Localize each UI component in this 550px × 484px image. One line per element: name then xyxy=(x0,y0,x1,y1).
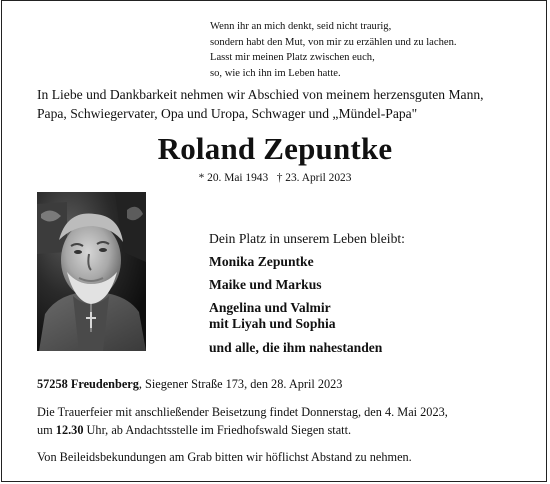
mourner-name: mit Liyah und Sophia xyxy=(209,316,336,331)
portrait-photo xyxy=(37,192,146,351)
funeral-location: Uhr, ab Andachtsstelle im Friedhofswald Siegen statt. xyxy=(83,422,352,437)
funeral-line-2 xyxy=(37,422,448,440)
mourner-name: Monika Zepuntke xyxy=(209,254,314,269)
funeral-time: 12.30 xyxy=(55,422,84,437)
mourners-heading: Dein Platz in unserem Leben bleibt: xyxy=(209,231,405,246)
intro-line: Papa, Schwiegervater, Opa und Uropa, Schwager und „Mündel-Papa" xyxy=(37,106,418,121)
poem xyxy=(210,19,457,81)
funeral-time-prefix: um xyxy=(37,422,56,437)
poem-line: sondern habt den Mut, von mir zu erzählen und zu lachen. xyxy=(210,36,457,48)
intro-text xyxy=(37,85,484,123)
funeral-info xyxy=(37,404,448,439)
place-address-date: , Siegener Straße 173, den 28. April 2023 xyxy=(138,377,343,391)
condolence-note: Von Beileidsbekundungen am Grab bitten wir höflichst Abstand zu nehmen. xyxy=(37,450,412,464)
poem-line: so, wie ich ihn im Leben hatte. xyxy=(210,67,341,79)
mourner-name: Maike und Markus xyxy=(209,277,322,292)
poem-line: Wenn ihr an mich denkt, seid nicht traurig, xyxy=(210,21,392,32)
poem-line: Lasst mir meinen Platz zwischen euch, xyxy=(210,52,375,64)
place-date-line xyxy=(37,376,342,392)
place-city: 57258 Freudenberg xyxy=(37,377,139,391)
life-dates: * 20. Mai 1943 † 23. April 2023 xyxy=(198,172,352,184)
obituary-notice xyxy=(1,0,547,482)
mourner-name: und alle, die ihm nahestanden xyxy=(209,340,383,355)
mourner-name: Angelina und Valmir xyxy=(209,300,331,315)
intro-line: In Liebe und Dankbarkeit nehmen wir Abschied von meinem herzensguten Mann, xyxy=(37,87,484,102)
funeral-line-1: Die Trauerfeier mit anschließender Beisetzung findet Donnerstag, den 4. Mai 2023, xyxy=(37,405,448,419)
deceased-name: Roland Zepuntke xyxy=(157,131,393,166)
